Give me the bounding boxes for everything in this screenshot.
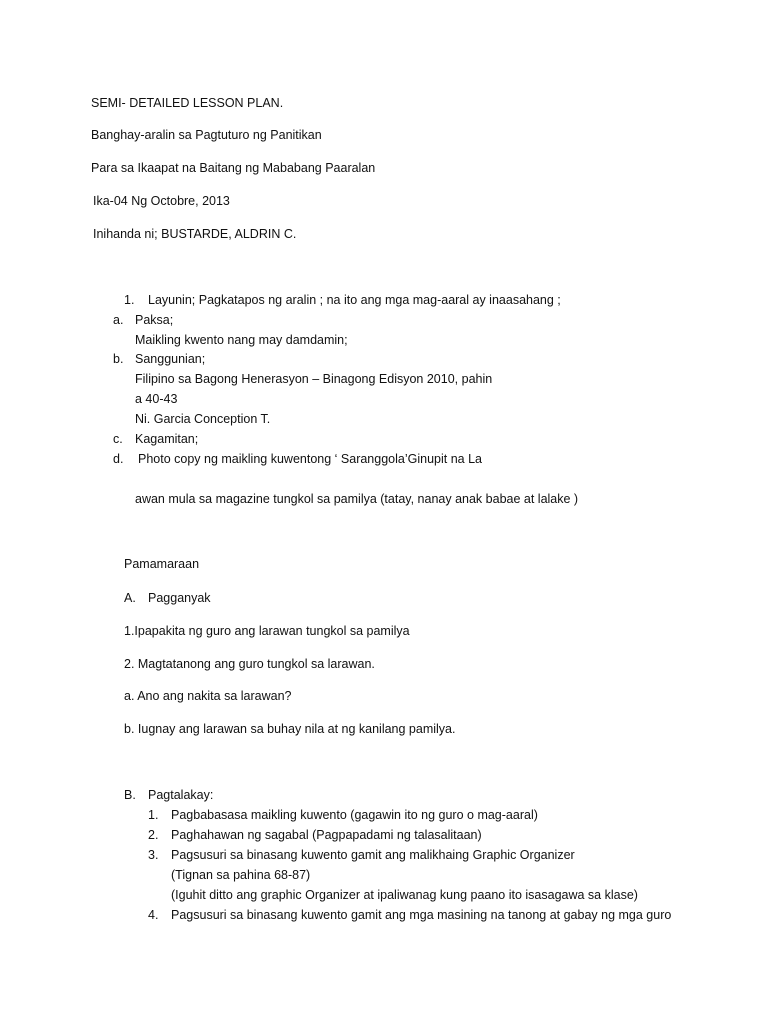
discussion-num-1: 1. — [148, 808, 159, 822]
item-a-label: Paksa; — [135, 313, 174, 327]
motivation-step-1: 1.Ipapakita ng guro ang larawan tungkol sa pamilya — [124, 624, 410, 638]
item-a-marker: a. — [113, 313, 124, 327]
document-title: SEMI- DETAILED LESSON PLAN. — [91, 96, 284, 110]
section-a-label: Pagganyak — [148, 591, 211, 605]
discussion-item-3-note-1: (Tignan sa pahina 68-87) — [171, 868, 311, 882]
discussion-item-3-note-2: (Iguhit ditto ang graphic Organizer at ipaliwanag kung paano ito isasagawa sa klase) — [171, 888, 638, 902]
discussion-num-4: 4. — [148, 908, 159, 922]
item-d-detail: awan mula sa magazine tungkol sa pamilya (tatay, nanay anak babae at lalake ) — [135, 492, 579, 506]
prepared-by: Inihanda ni; BUSTARDE, ALDRIN C. — [93, 227, 297, 241]
lesson-date: Ika-04 Ng Octobre, 2013 — [93, 194, 230, 208]
item-a-detail: Maikling kwento nang may damdamin; — [135, 333, 348, 347]
grade-level: Para sa Ikaapat na Baitang ng Mababang Paaralan — [91, 161, 376, 175]
lesson-subtitle: Banghay-aralin sa Pagtuturo ng Panitikan — [91, 128, 322, 142]
item-c-label: Kagamitan; — [135, 432, 199, 446]
objectives-text: Layunin; Pagkatapos ng aralin ; na ito ang mga mag-aaral ay inaasahang ; — [148, 293, 561, 307]
item-c-marker: c. — [113, 432, 123, 446]
section-b-marker: B. — [124, 788, 136, 802]
item-b-detail-3: Ni. Garcia Conception T. — [135, 412, 271, 426]
discussion-item-4: Pagsusuri sa binasang kuwento gamit ang mga masining na tanong at gabay ng mga guro — [171, 908, 672, 922]
item-b-marker: b. — [113, 352, 124, 366]
motivation-question-a: a. Ano ang nakita sa larawan? — [124, 689, 292, 703]
motivation-question-b: b. Iugnay ang larawan sa buhay nila at ng kanilang pamilya. — [124, 722, 456, 736]
item-b-detail-2: a 40-43 — [135, 392, 178, 406]
motivation-step-2: 2. Magtatanong ang guro tungkol sa larawan. — [124, 657, 375, 671]
item-d-marker: d. — [113, 452, 124, 466]
item-d-label: Photo copy ng maikling kuwentong ‘ Saranggola’Ginupit na La — [138, 452, 482, 466]
procedure-heading: Pamamaraan — [124, 557, 200, 571]
discussion-item-1: Pagbabasasa maikling kuwento (gagawin ito ng guro o mag-aaral) — [171, 808, 538, 822]
section-a-marker: A. — [124, 591, 136, 605]
item-b-detail-1: Filipino sa Bagong Henerasyon – Binagong Edisyon 2010, pahin — [135, 372, 493, 386]
discussion-num-2: 2. — [148, 828, 159, 842]
objectives-number: 1. — [124, 293, 135, 307]
section-b-label: Pagtalakay: — [148, 788, 214, 802]
discussion-item-3: Pagsusuri sa binasang kuwento gamit ang malikhaing Graphic Organizer — [171, 848, 575, 862]
discussion-item-2: Paghahawan ng sagabal (Pagpapadami ng talasalitaan) — [171, 828, 482, 842]
item-b-label: Sanggunian; — [135, 352, 206, 366]
discussion-num-3: 3. — [148, 848, 159, 862]
